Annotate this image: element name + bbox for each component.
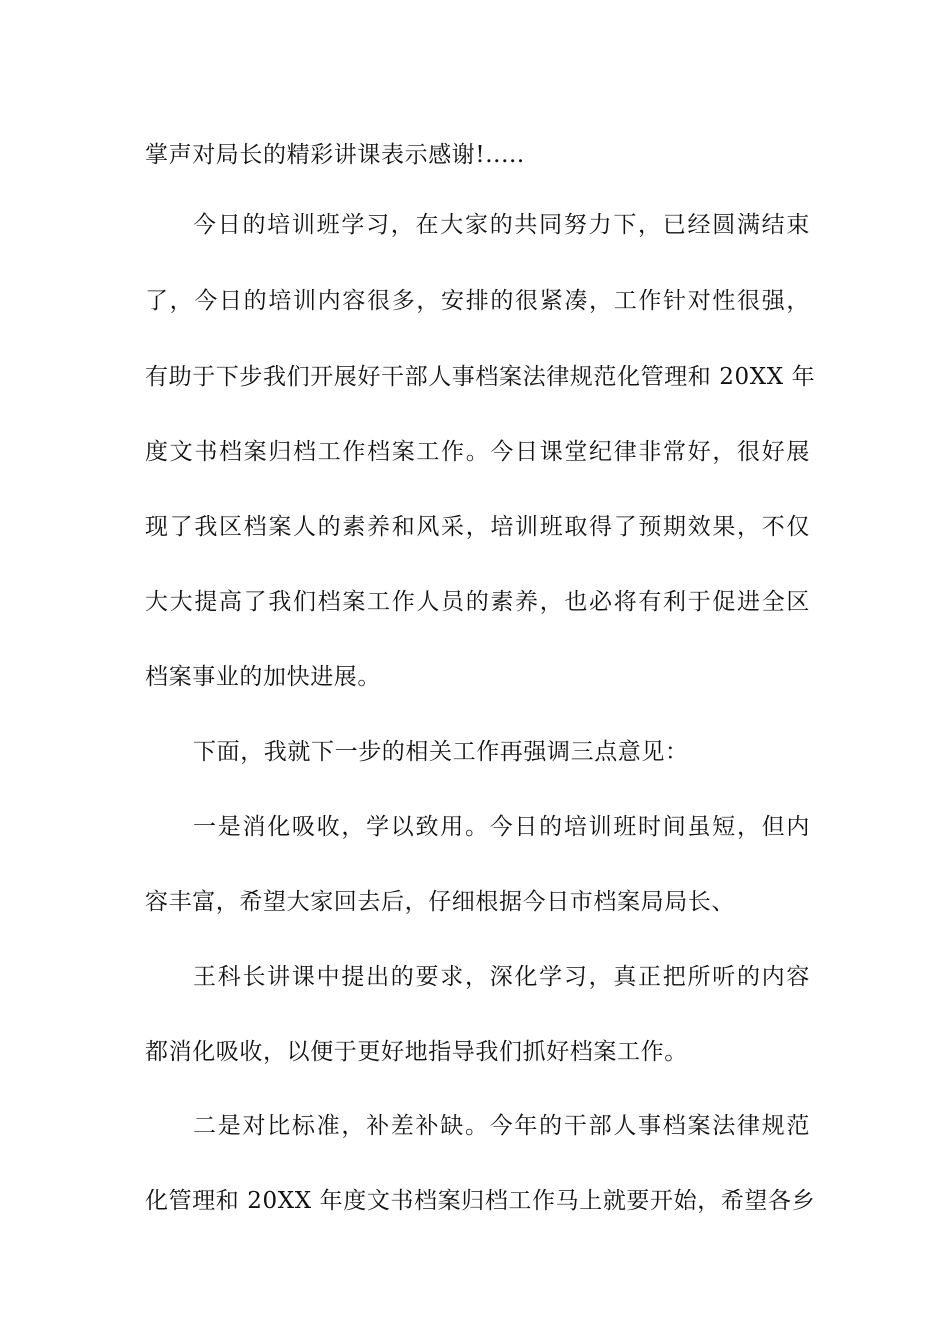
text-line: 大大提高了我们档案工作人员的素养，也必将有利于促进全区 <box>145 589 810 615</box>
text-line: 掌声对局长的精彩讲课表示感谢!..... <box>145 142 525 168</box>
text-line: 档案事业的加快进展。 <box>145 664 381 690</box>
text-line: 现了我区档案人的素养和风采，培训班取得了预期效果，不仅 <box>145 514 810 540</box>
text-line: 都消化吸收，以便于更好地指导我们抓好档案工作。 <box>145 1039 688 1065</box>
text-line: 有助于下步我们开展好干部人事档案法律规范化管理和 20XX 年 <box>145 364 816 390</box>
paragraph-start-line: 下面，我就下一步的相关工作再强调三点意见： <box>193 739 689 765</box>
text-line: 度文书档案归档工作档案工作。今日课堂纪律非常好，很好展 <box>145 439 810 465</box>
text-line: 了，今日的培训内容很多，安排的很紧凑，工作针对性很强， <box>145 288 810 314</box>
paragraph-start-line: 一是消化吸收，学以致用。今日的培训班时间虽短，但内 <box>193 814 810 840</box>
text-line: 容丰富，希望大家回去后，仔细根据今日市档案局局长、 <box>145 889 735 915</box>
paragraph-start-line: 二是对比标准，补差补缺。今年的干部人事档案法律规范 <box>193 1113 810 1139</box>
paragraph-start-line: 今日的培训班学习，在大家的共同努力下，已经圆满结束 <box>193 212 810 238</box>
text-line: 化管理和 20XX 年度文书档案归档工作马上就要开始，希望各乡 <box>145 1188 816 1214</box>
paragraph-start-line: 王科长讲课中提出的要求，深化学习，真正把所听的内容 <box>193 964 810 990</box>
